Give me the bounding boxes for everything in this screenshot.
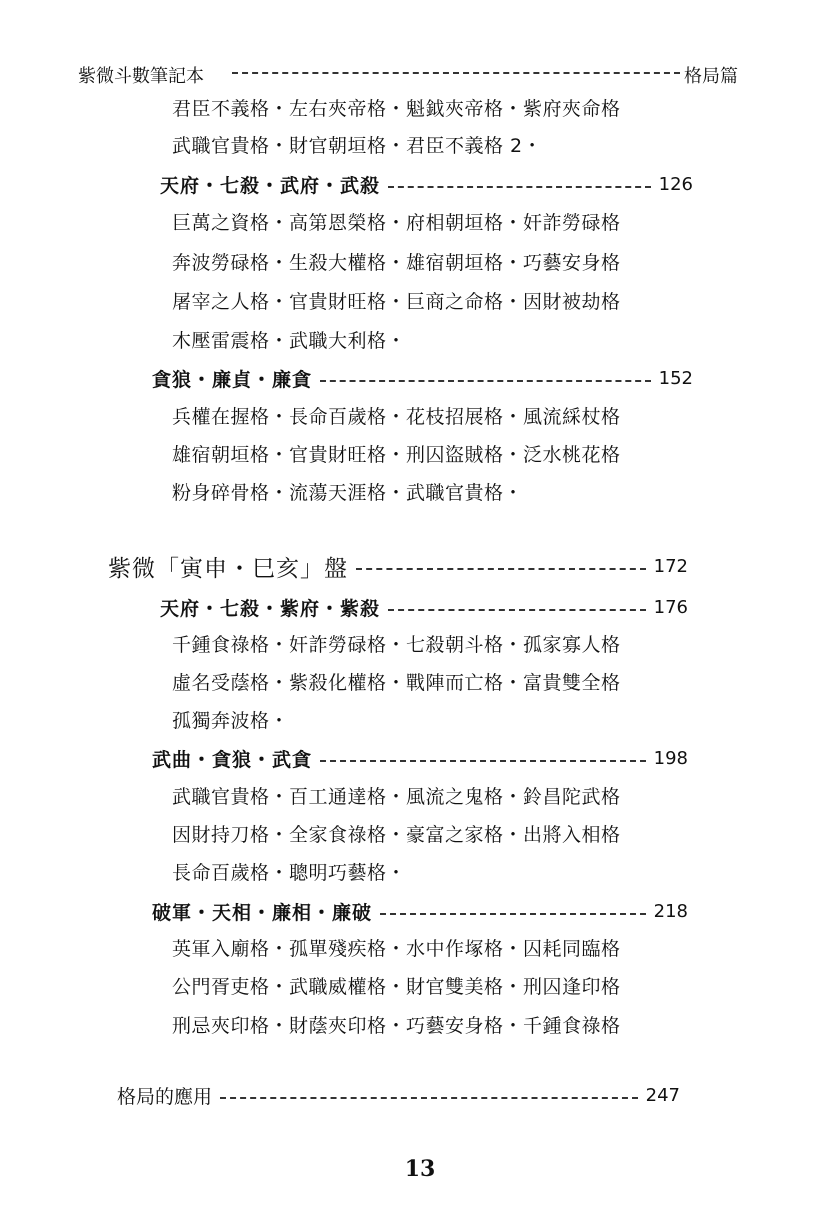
toc-subsection-entry[interactable] bbox=[152, 745, 688, 772]
toc-item-line: 公門胥吏格・武職威權格・財官雙美格・刑囚逢印格 bbox=[172, 976, 621, 998]
toc-item-line: 兵權在握格・長命百歲格・花枝招展格・風流綵杖格 bbox=[172, 406, 621, 428]
toc-item-line: 屠宰之人格・官貴財旺格・巨商之命格・因財被劫格 bbox=[172, 291, 621, 313]
toc-leader bbox=[388, 609, 646, 611]
toc-subsection-title: 破軍・天相・廉相・廉破 bbox=[152, 902, 373, 924]
toc-page-number: 172 bbox=[653, 556, 688, 577]
toc-page-number: 247 bbox=[645, 1085, 680, 1106]
header-leader-dots bbox=[232, 72, 680, 74]
toc-subsection-entry[interactable] bbox=[160, 171, 693, 198]
toc-item-line: 奔波勞碌格・生殺大權格・雄宿朝垣格・巧藝安身格 bbox=[172, 252, 621, 274]
toc-subsection-title: 武曲・貪狼・武貪 bbox=[152, 749, 313, 771]
toc-leader bbox=[220, 1097, 638, 1099]
toc-subsection-entry[interactable] bbox=[152, 898, 688, 925]
toc-item-line: 粉身碎骨格・流蕩天涯格・武職官貴格・ bbox=[172, 482, 524, 504]
toc-leader bbox=[388, 186, 651, 188]
toc-chapter-entry[interactable] bbox=[108, 550, 688, 583]
toc-leader bbox=[320, 760, 646, 762]
toc-item-line: 君臣不義格・左右夾帝格・魁鉞夾帝格・紫府夾命格 bbox=[172, 98, 621, 120]
toc-section-title: 格局的應用 bbox=[117, 1086, 213, 1108]
toc-subsection-entry[interactable] bbox=[152, 365, 693, 392]
toc-item-line: 因財持刀格・全家食祿格・豪富之家格・出將入相格 bbox=[172, 824, 621, 846]
toc-item-line: 英軍入廟格・孤單殘疾格・水中作塚格・囚耗同臨格 bbox=[172, 938, 621, 960]
toc-item-line: 武職官貴格・百工通達格・風流之鬼格・鈴昌陀武格 bbox=[172, 786, 621, 808]
toc-chapter-title: 紫微「寅申・巳亥」盤 bbox=[108, 556, 348, 582]
header-section-title: 格局篇 bbox=[684, 66, 738, 87]
toc-page-number: 152 bbox=[658, 368, 693, 389]
toc-subsection-title: 天府・七殺・紫府・紫殺 bbox=[160, 598, 381, 620]
toc-item-line: 虛名受蔭格・紫殺化權格・戰陣而亡格・富貴雙全格 bbox=[172, 672, 621, 694]
toc-page-number: 198 bbox=[653, 748, 688, 769]
toc-item-line: 千鍾食祿格・奸詐勞碌格・七殺朝斗格・孤家寡人格 bbox=[172, 634, 621, 656]
toc-item-line: 木壓雷震格・武職大利格・ bbox=[172, 330, 407, 352]
toc-subsection-entry[interactable] bbox=[160, 594, 688, 621]
toc-subsection-title: 天府・七殺・武府・武殺 bbox=[160, 175, 381, 197]
toc-item-line: 長命百歲格・聰明巧藝格・ bbox=[172, 862, 407, 884]
toc-page-number: 218 bbox=[653, 901, 688, 922]
toc-leader bbox=[380, 913, 646, 915]
toc-leader bbox=[320, 380, 651, 382]
toc-subsection-title: 貪狼・廉貞・廉貪 bbox=[152, 369, 313, 391]
toc-leader bbox=[356, 568, 646, 570]
toc-item-line: 武職官貴格・財官朝垣格・君臣不義格 2・ bbox=[172, 135, 543, 157]
toc-item-line: 刑忌夾印格・財蔭夾印格・巧藝安身格・千鍾食祿格 bbox=[172, 1015, 621, 1037]
header-book-title: 紫微斗數筆記本 bbox=[78, 66, 204, 87]
page-number: 13 bbox=[404, 1156, 436, 1182]
toc-section-entry[interactable] bbox=[117, 1082, 680, 1109]
toc-page-number: 126 bbox=[658, 174, 693, 195]
toc-item-line: 雄宿朝垣格・官貴財旺格・刑囚盜賊格・泛水桃花格 bbox=[172, 444, 621, 466]
toc-item-line: 孤獨奔波格・ bbox=[172, 710, 290, 732]
toc-item-line: 巨萬之資格・高第恩榮格・府相朝垣格・奸詐勞碌格 bbox=[172, 212, 621, 234]
toc-page-number: 176 bbox=[653, 597, 688, 618]
